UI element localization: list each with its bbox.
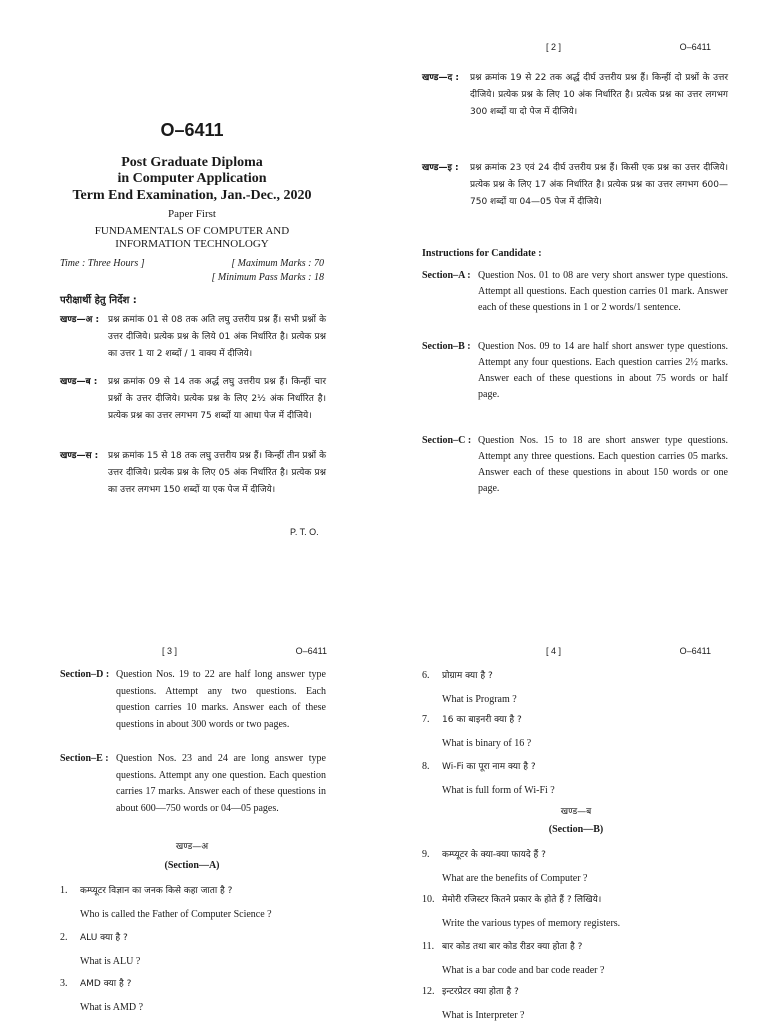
section-text: Question Nos. 09 to 14 are half short answer type questions. Attempt any four questions. Each question carries 2½ marks. Answer each of these questions in about 75 words or half page. [478,341,728,400]
section-a-hindi-heading: खण्ड—अ [175,842,209,852]
instructions-heading: Instructions for Candidate : [422,248,542,259]
question-number: 12. [422,986,435,997]
question-number: 6. [422,670,430,681]
exam-title-line-1: Post Graduate Diploma [121,155,263,170]
section-label: Section–D : [60,669,110,680]
question-hindi: Wi-Fi का पूरा नाम क्या है ? [442,762,536,772]
section-text: प्रश्न क्रमांक 23 एवं 24 दीर्घ उत्तरीय प्रश्न हैं। किसी एक प्रश्न का उत्तर दीजिये। प्रत्येक प्रश्न के लिए 17 अंक निर्धारित है। प्रत्येक प्रश्न का उत्तर लगभग 600—750 शब्दों या 04—05 पेज में दीजिये। [470,163,728,207]
header-code: O–6411 [679,646,711,656]
question-english: Who is called the Father of Computer Science ? [80,909,272,920]
page-number: [ 3 ] [162,646,178,656]
section-b-heading: (Section—B) [548,824,604,835]
pto-note: P. T. O. [290,527,319,537]
section-a-instructions [422,268,728,316]
hindi-section-d [422,70,728,121]
question-english: What is Interpreter ? [442,1010,525,1021]
hindi-section-b [60,374,326,425]
question-number: 3. [60,978,68,989]
section-b-instructions [422,339,728,403]
question-hindi: कम्प्यूटर विज्ञान का जनक किसे कहा जाता है ? [80,886,233,896]
subject-line-1: FUNDAMENTALS OF COMPUTER AND [94,225,290,237]
question-hindi: ALU क्या है ? [80,933,128,943]
section-d-instructions [60,667,326,733]
subject-line-2: INFORMATION TECHNOLOGY [115,238,269,250]
maximum-marks: [ Maximum Marks : 70 [231,258,324,269]
question-number: 2. [60,932,68,943]
exam-title-line-3: Term End Examination, Jan.-Dec., 2020 [72,188,312,203]
section-label: Section–B : [422,341,471,352]
section-label: Section–C : [422,435,472,446]
section-text: प्रश्न क्रमांक 15 से 18 तक लघु उत्तरीय प्रश्न हैं। किन्हीं तीन प्रश्नों के उत्तर दीजिये। प्रत्येक प्रश्न के लिए 05 अंक निर्धारित है। प्रत्येक प्रश्न का उत्तर लगभग 150 शब्दों या एक पेज में दीजिये। [108,451,326,495]
section-e-instructions [60,751,326,817]
section-label: Section–A : [422,270,471,281]
page-4 [384,512,768,1024]
question-english: What are the benefits of Computer ? [442,873,588,884]
exam-title-line-2: in Computer Application [117,171,267,186]
question-number: 7. [422,714,430,725]
hindi-instructions-heading: परीक्षार्थी हेतु निर्देश : [60,295,137,306]
section-b-hindi-heading: खण्ड—ब [560,807,592,817]
question-hindi: कम्प्यूटर के क्या-क्या फायदे हैं ? [442,850,546,860]
question-number: 9. [422,849,430,860]
question-hindi: AMD क्या है ? [80,979,132,989]
page-number: [ 2 ] [546,42,562,52]
minimum-pass-marks: [ Minimum Pass Marks : 18 [211,272,324,283]
hindi-section-e [422,160,728,211]
question-english: What is full form of Wi-Fi ? [442,785,555,796]
question-hindi: इन्टरप्रेटर क्या होता है ? [442,987,519,997]
header-code: O–6411 [679,42,711,52]
section-label: खण्ड—अ : [60,315,100,325]
section-text: Question Nos. 01 to 08 are very short answer type questions. Attempt all questions. Each question carries 01 mark. Answer each of these questions in 1 or 2 words/1 sentence. [478,270,728,313]
section-label: खण्ड—स : [60,451,99,461]
question-number: 8. [422,761,430,772]
section-text: प्रश्न क्रमांक 09 से 14 तक अर्द्ध लघु उत्तरीय प्रश्न हैं। किन्हीं चार प्रश्नों के उत्तर दीजिये। प्रत्येक प्रश्न के लिए 2½ अंक निर्धारित है। प्रत्येक प्रश्न का उत्तर लगभग 75 शब्दों या आधा पेज में दीजिये। [108,377,326,421]
question-english: What is ALU ? [80,956,141,967]
time-allowed: Time : Three Hours ] [60,258,145,269]
section-label: खण्ड—इ : [422,163,459,173]
section-label: खण्ड—द : [422,73,459,83]
section-text: प्रश्न क्रमांक 19 से 22 तक अर्द्ध दीर्घ उत्तरीय प्रश्न हैं। किन्हीं दो प्रश्नों के उत्तर दीजिये। प्रत्येक प्रश्न के लिए 10 अंक निर्धारित है। प्रत्येक प्रश्न का उत्तर लगभग 300 शब्दों या दो पेज में दीजिये। [470,73,728,117]
section-text: Question Nos. 15 to 18 are short answer type questions. Attempt any three questions. Each question carries 05 marks. Answer each of these questions in about 150 words or one page. [478,435,728,494]
question-number: 1. [60,885,68,896]
hindi-section-a [60,312,326,363]
question-english: What is Program ? [442,694,517,705]
page-2 [384,0,768,512]
section-text: प्रश्न क्रमांक 01 से 08 तक अति लघु उत्तरीय प्रश्न हैं। सभी प्रश्नों के उत्तर दीजिये। प्रत्येक प्रश्न के लिये 01 अंक निर्धारित है। प्रत्येक प्रश्न का उत्तर 1 या 2 शब्दों / 1 वाक्य में दीजिये। [108,315,326,359]
question-number: 10. [422,894,435,905]
question-english: What is AMD ? [80,1002,144,1013]
question-number: 11. [422,941,435,952]
section-label: Section–E : [60,753,109,764]
section-c-instructions [422,433,728,497]
header-code: O–6411 [295,646,327,656]
question-english: What is a bar code and bar code reader ? [442,965,605,976]
question-english: What is binary of 16 ? [442,738,532,749]
question-hindi: बार कोड तथा बार कोड रीडर क्या होता है ? [442,942,583,952]
page-3 [0,512,384,1024]
question-hindi: मेमोरी रजिस्टर कितने प्रकार के होते हैं ? लिखिये। [442,895,602,905]
section-text: Question Nos. 23 and 24 are long answer type questions. Attempt any one question. Each question carries 17 marks. Answer each of these questions in about 600—750 words or 04—05 pages. [116,753,326,814]
paper-code: O–6411 [160,120,224,140]
page-number: [ 4 ] [546,646,562,656]
section-label: खण्ड—ब : [60,377,98,387]
question-english: Write the various types of memory registers. [442,918,621,929]
section-a-heading: (Section—A) [164,860,220,871]
section-text: Question Nos. 19 to 22 are half long answer type questions. Attempt any two questions. Each question carries 10 marks. Answer each of these questions in about 300 words or two pages. [116,669,326,730]
page-1 [0,0,384,512]
question-hindi: प्रोग्राम क्या है ? [442,671,493,681]
paper-number: Paper First [168,208,216,220]
question-hindi: 16 का बाइनरी क्या है ? [442,715,522,725]
hindi-section-c [60,448,326,499]
